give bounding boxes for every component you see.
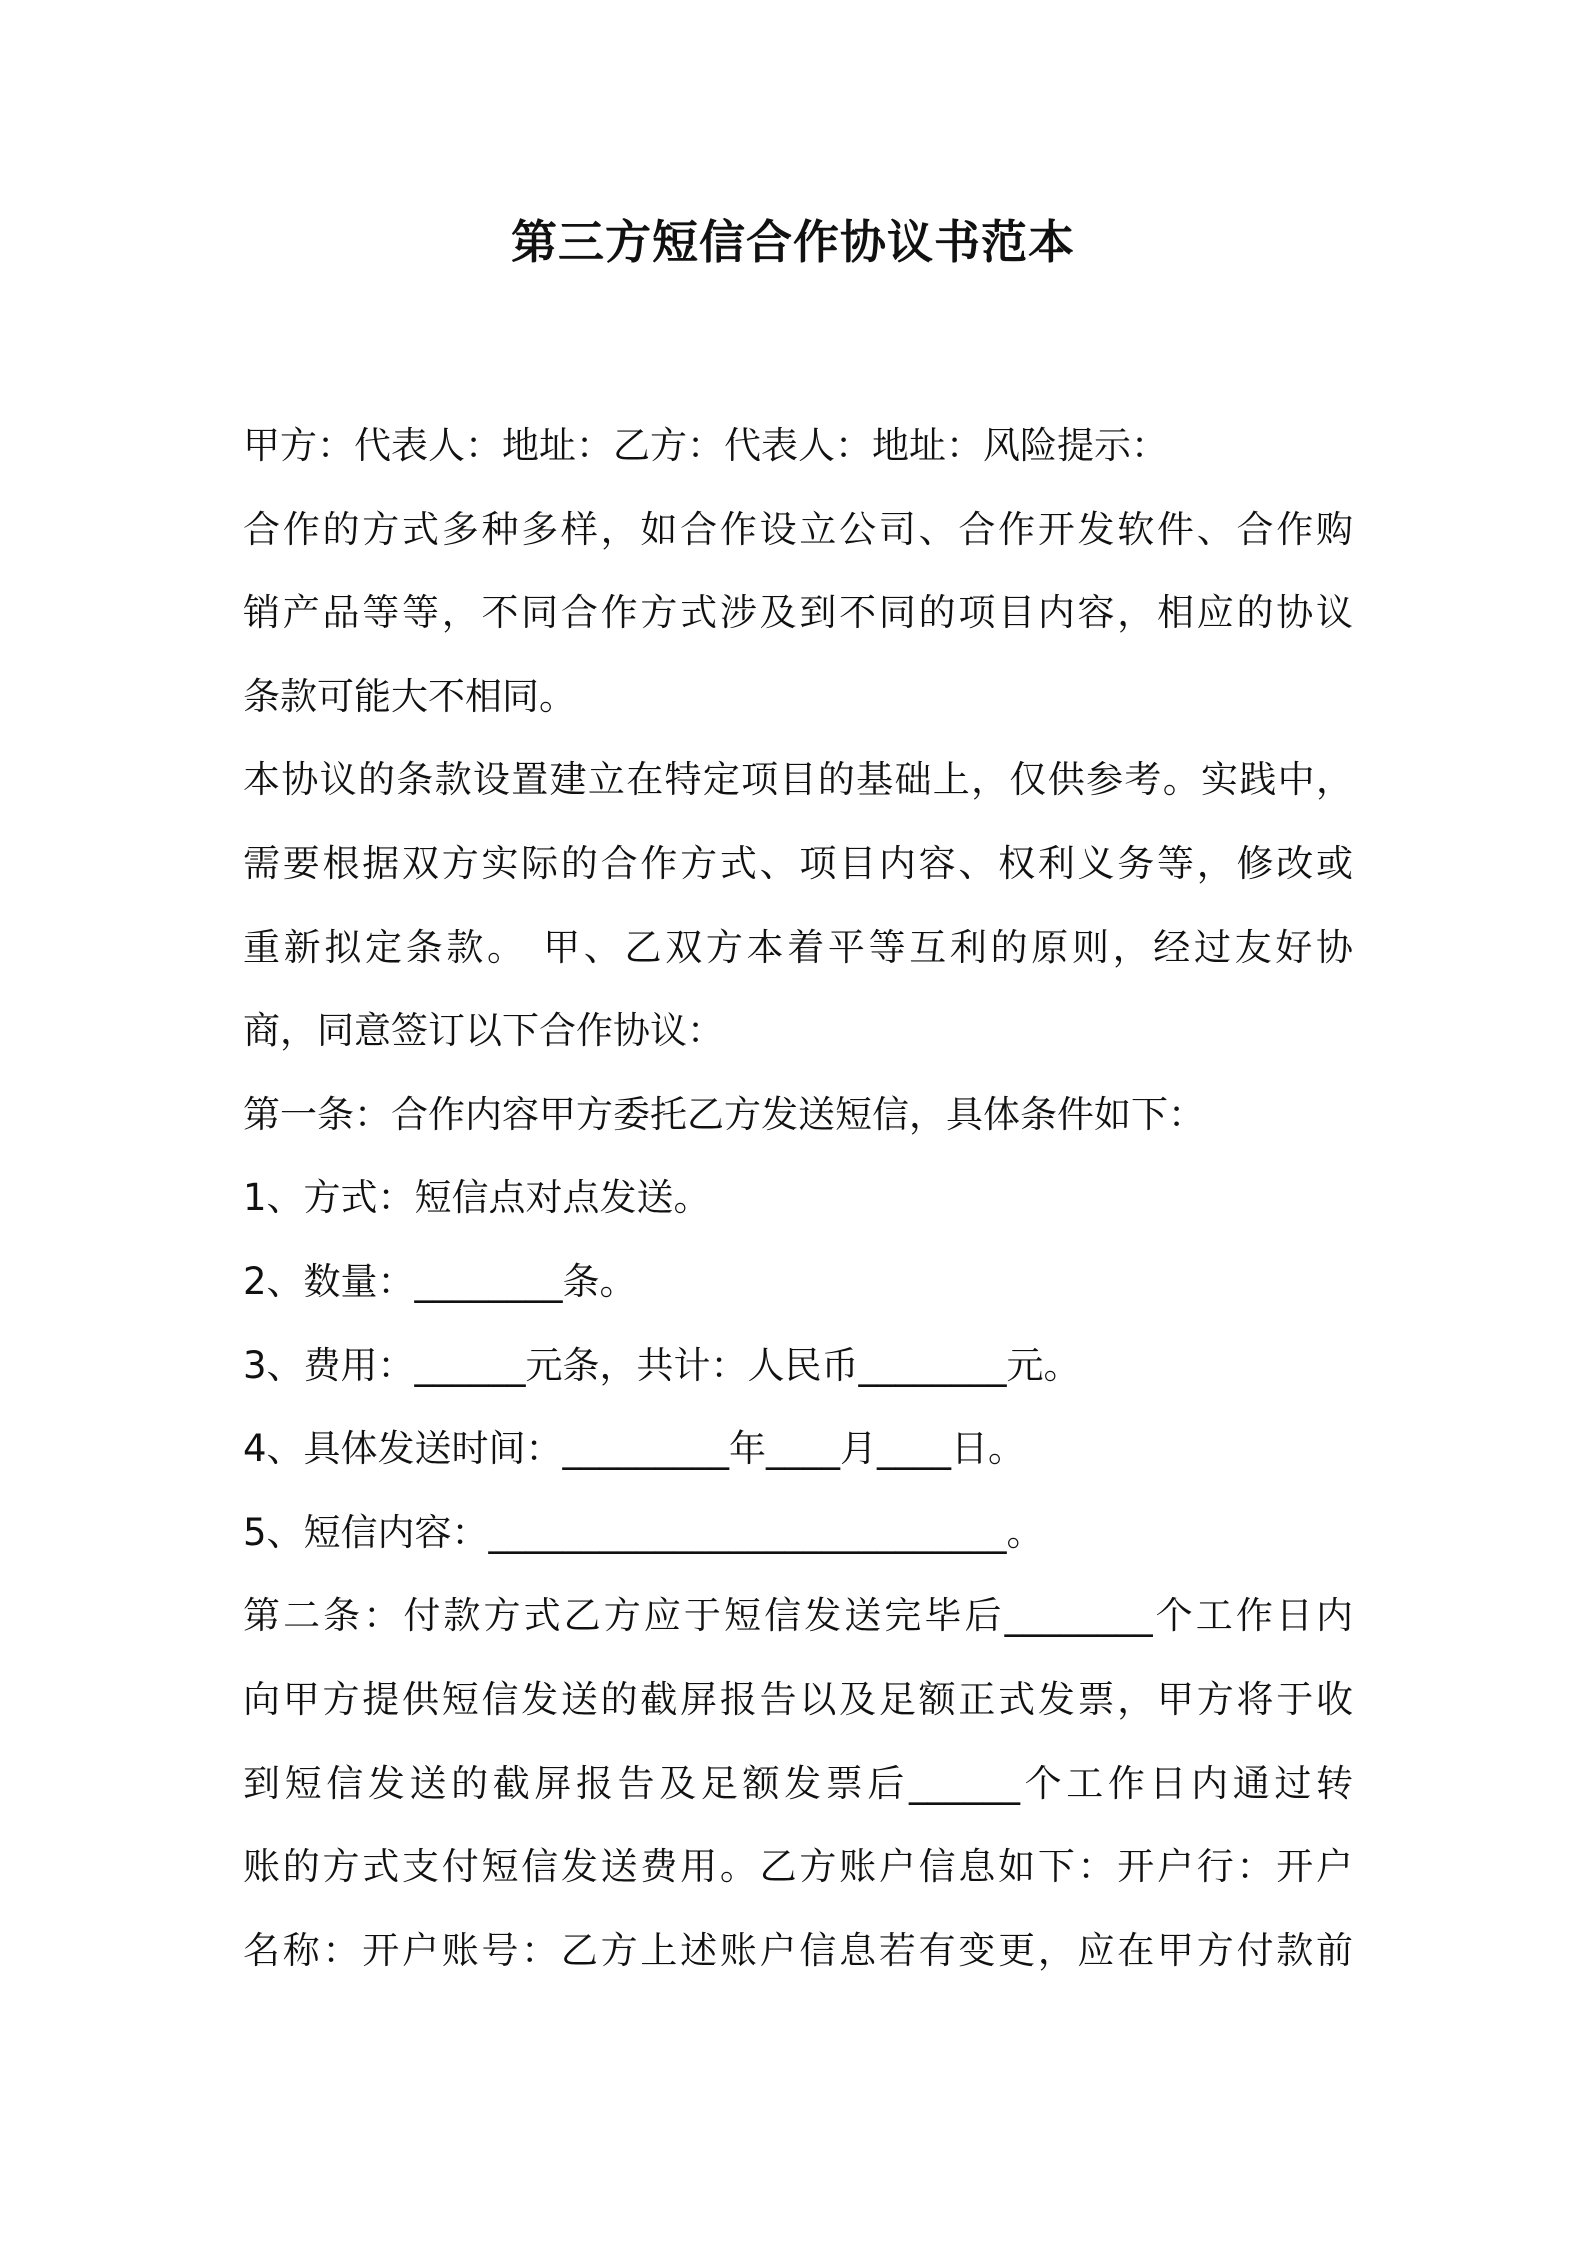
document-body [243, 404, 1353, 1992]
text-line: 账的方式支付短信发送费用。乙方账户信息如下：开户行：开户 [243, 1845, 1353, 1889]
text-line: 第一条：合作内容甲方委托乙方发送短信，具体条件如下： [243, 1092, 1205, 1136]
text-line: 2、数量：________条。 [243, 1259, 637, 1303]
text-line: 商，同意签订以下合作协议： [243, 1009, 724, 1053]
text-line: 销产品等等，不同合作方式涉及到不同的项目内容，相应的协议 [243, 591, 1353, 635]
text-line: 重新拟定条款。 甲、乙双方本着平等互利的原则，经过友好协 [243, 925, 1353, 969]
text-line: 第二条：付款方式乙方应于短信发送完毕后________个工作日内 [243, 1594, 1353, 1638]
text-line: 条款可能大不相同。 [243, 674, 576, 718]
text-line: 3、费用：______元条，共计：人民币________元。 [243, 1343, 1081, 1387]
document-title: 第三方短信合作协议书范本 [511, 215, 1075, 269]
text-line: 到短信发送的截屏报告及足额发票后______个工作日内通过转 [243, 1761, 1353, 1805]
text-line: 向甲方提供短信发送的截屏报告以及足额正式发票，甲方将于收 [243, 1677, 1353, 1721]
text-line: 需要根据双方实际的合作方式、项目内容、权利义务等，修改或 [243, 841, 1353, 885]
text-line: 名称：开户账号：乙方上述账户信息若有变更，应在甲方付款前 [243, 1928, 1353, 1972]
text-line: 本协议的条款设置建立在特定项目的基础上，仅供参考。实践中， [243, 758, 1353, 802]
text-line: 5、短信内容：____________________________。 [243, 1510, 1044, 1554]
text-line: 4、具体发送时间：_________年____月____日。 [243, 1427, 1026, 1471]
text-line: 甲方：代表人：地址：乙方：代表人：地址：风险提示： [243, 424, 1168, 467]
text-line: 1、方式：短信点对点发送。 [243, 1176, 711, 1220]
text-line: 合作的方式多种多样，如合作设立公司、合作开发软件、合作购 [243, 507, 1353, 551]
